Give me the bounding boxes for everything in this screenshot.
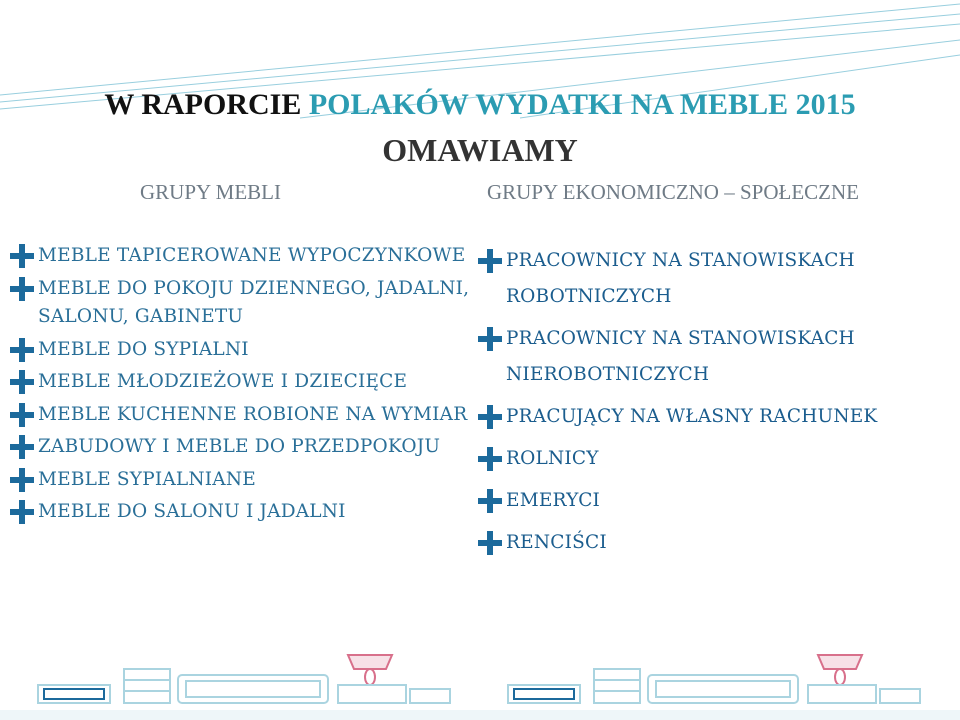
plus-bullet-icon xyxy=(10,500,34,524)
list-item xyxy=(10,336,470,365)
socioeconomic-groups-list xyxy=(478,243,948,567)
plus-bullet-icon xyxy=(478,327,502,351)
list-item xyxy=(478,525,948,561)
list-item-label: MEBLE DO SALONU I JADALNI xyxy=(38,501,346,522)
list-item xyxy=(478,441,948,477)
list-item xyxy=(10,401,470,430)
furniture-group-left xyxy=(38,655,450,703)
page-title xyxy=(0,88,960,122)
list-item xyxy=(10,466,470,495)
list-item-label: MEBLE KUCHENNE ROBIONE NA WYMIAR xyxy=(38,403,468,425)
list-item-label: PRACUJĄCY NA WŁASNY RACHUNEK xyxy=(506,406,878,427)
furniture-groups-list xyxy=(10,242,470,531)
plus-bullet-icon xyxy=(10,435,34,459)
plus-bullet-icon xyxy=(10,468,34,492)
plus-bullet-icon xyxy=(478,489,502,513)
page-subtitle: OMAWIAMY xyxy=(382,132,578,168)
plus-bullet-icon xyxy=(10,244,34,268)
plus-bullet-icon xyxy=(478,405,502,429)
title-part-2: POLAKÓW WYDATKI NA MEBLE 2015 xyxy=(308,88,856,121)
list-item xyxy=(10,433,470,462)
list-item-label: MEBLE SYPIALNIANE xyxy=(38,468,256,490)
list-item xyxy=(10,368,470,397)
furniture-illustration-strip xyxy=(0,645,960,720)
plus-bullet-icon xyxy=(10,277,34,301)
plus-bullet-icon xyxy=(478,447,502,471)
plus-bullet-icon xyxy=(10,370,34,394)
list-item-label: MEBLE DO POKOJU DZIENNEGO, JADALNI, SALONU, GABINETU xyxy=(38,277,470,327)
list-item-label: MEBLE DO SYPIALNI xyxy=(38,338,249,360)
list-item xyxy=(478,483,948,519)
list-item xyxy=(10,275,470,332)
list-item-label: PRACOWNICY NA STANOWISKACH NIEROBOTNICZYCH xyxy=(506,328,855,385)
plus-bullet-icon xyxy=(10,403,34,427)
list-item xyxy=(478,243,948,315)
title-part-1: W RAPORCIE xyxy=(104,88,309,121)
list-item-label: MEBLE TAPICEROWANE WYPOCZYNKOWE xyxy=(38,245,466,266)
left-column-heading: GRUPY MEBLI xyxy=(140,180,281,204)
list-item-label: ZABUDOWY I MEBLE DO PRZEDPOKOJU xyxy=(38,436,441,457)
right-column-heading: GRUPY EKONOMICZNO – SPOŁECZNE xyxy=(487,180,859,204)
list-item-label: MEBLE MŁODZIEŻOWE I DZIECIĘCE xyxy=(38,371,408,392)
list-item xyxy=(478,399,948,435)
list-item xyxy=(10,242,470,271)
plus-bullet-icon xyxy=(478,531,502,555)
list-item-label: EMERYCI xyxy=(506,490,601,511)
list-item-label: RENCIŚCI xyxy=(506,532,607,553)
list-item-label: PRACOWNICY NA STANOWISKACH ROBOTNICZYCH xyxy=(506,250,855,307)
list-item xyxy=(478,321,948,393)
list-item xyxy=(10,498,470,527)
plus-bullet-icon xyxy=(478,249,502,273)
list-item-label: ROLNICY xyxy=(506,448,599,469)
plus-bullet-icon xyxy=(10,338,34,362)
furniture-group-right xyxy=(508,655,920,703)
